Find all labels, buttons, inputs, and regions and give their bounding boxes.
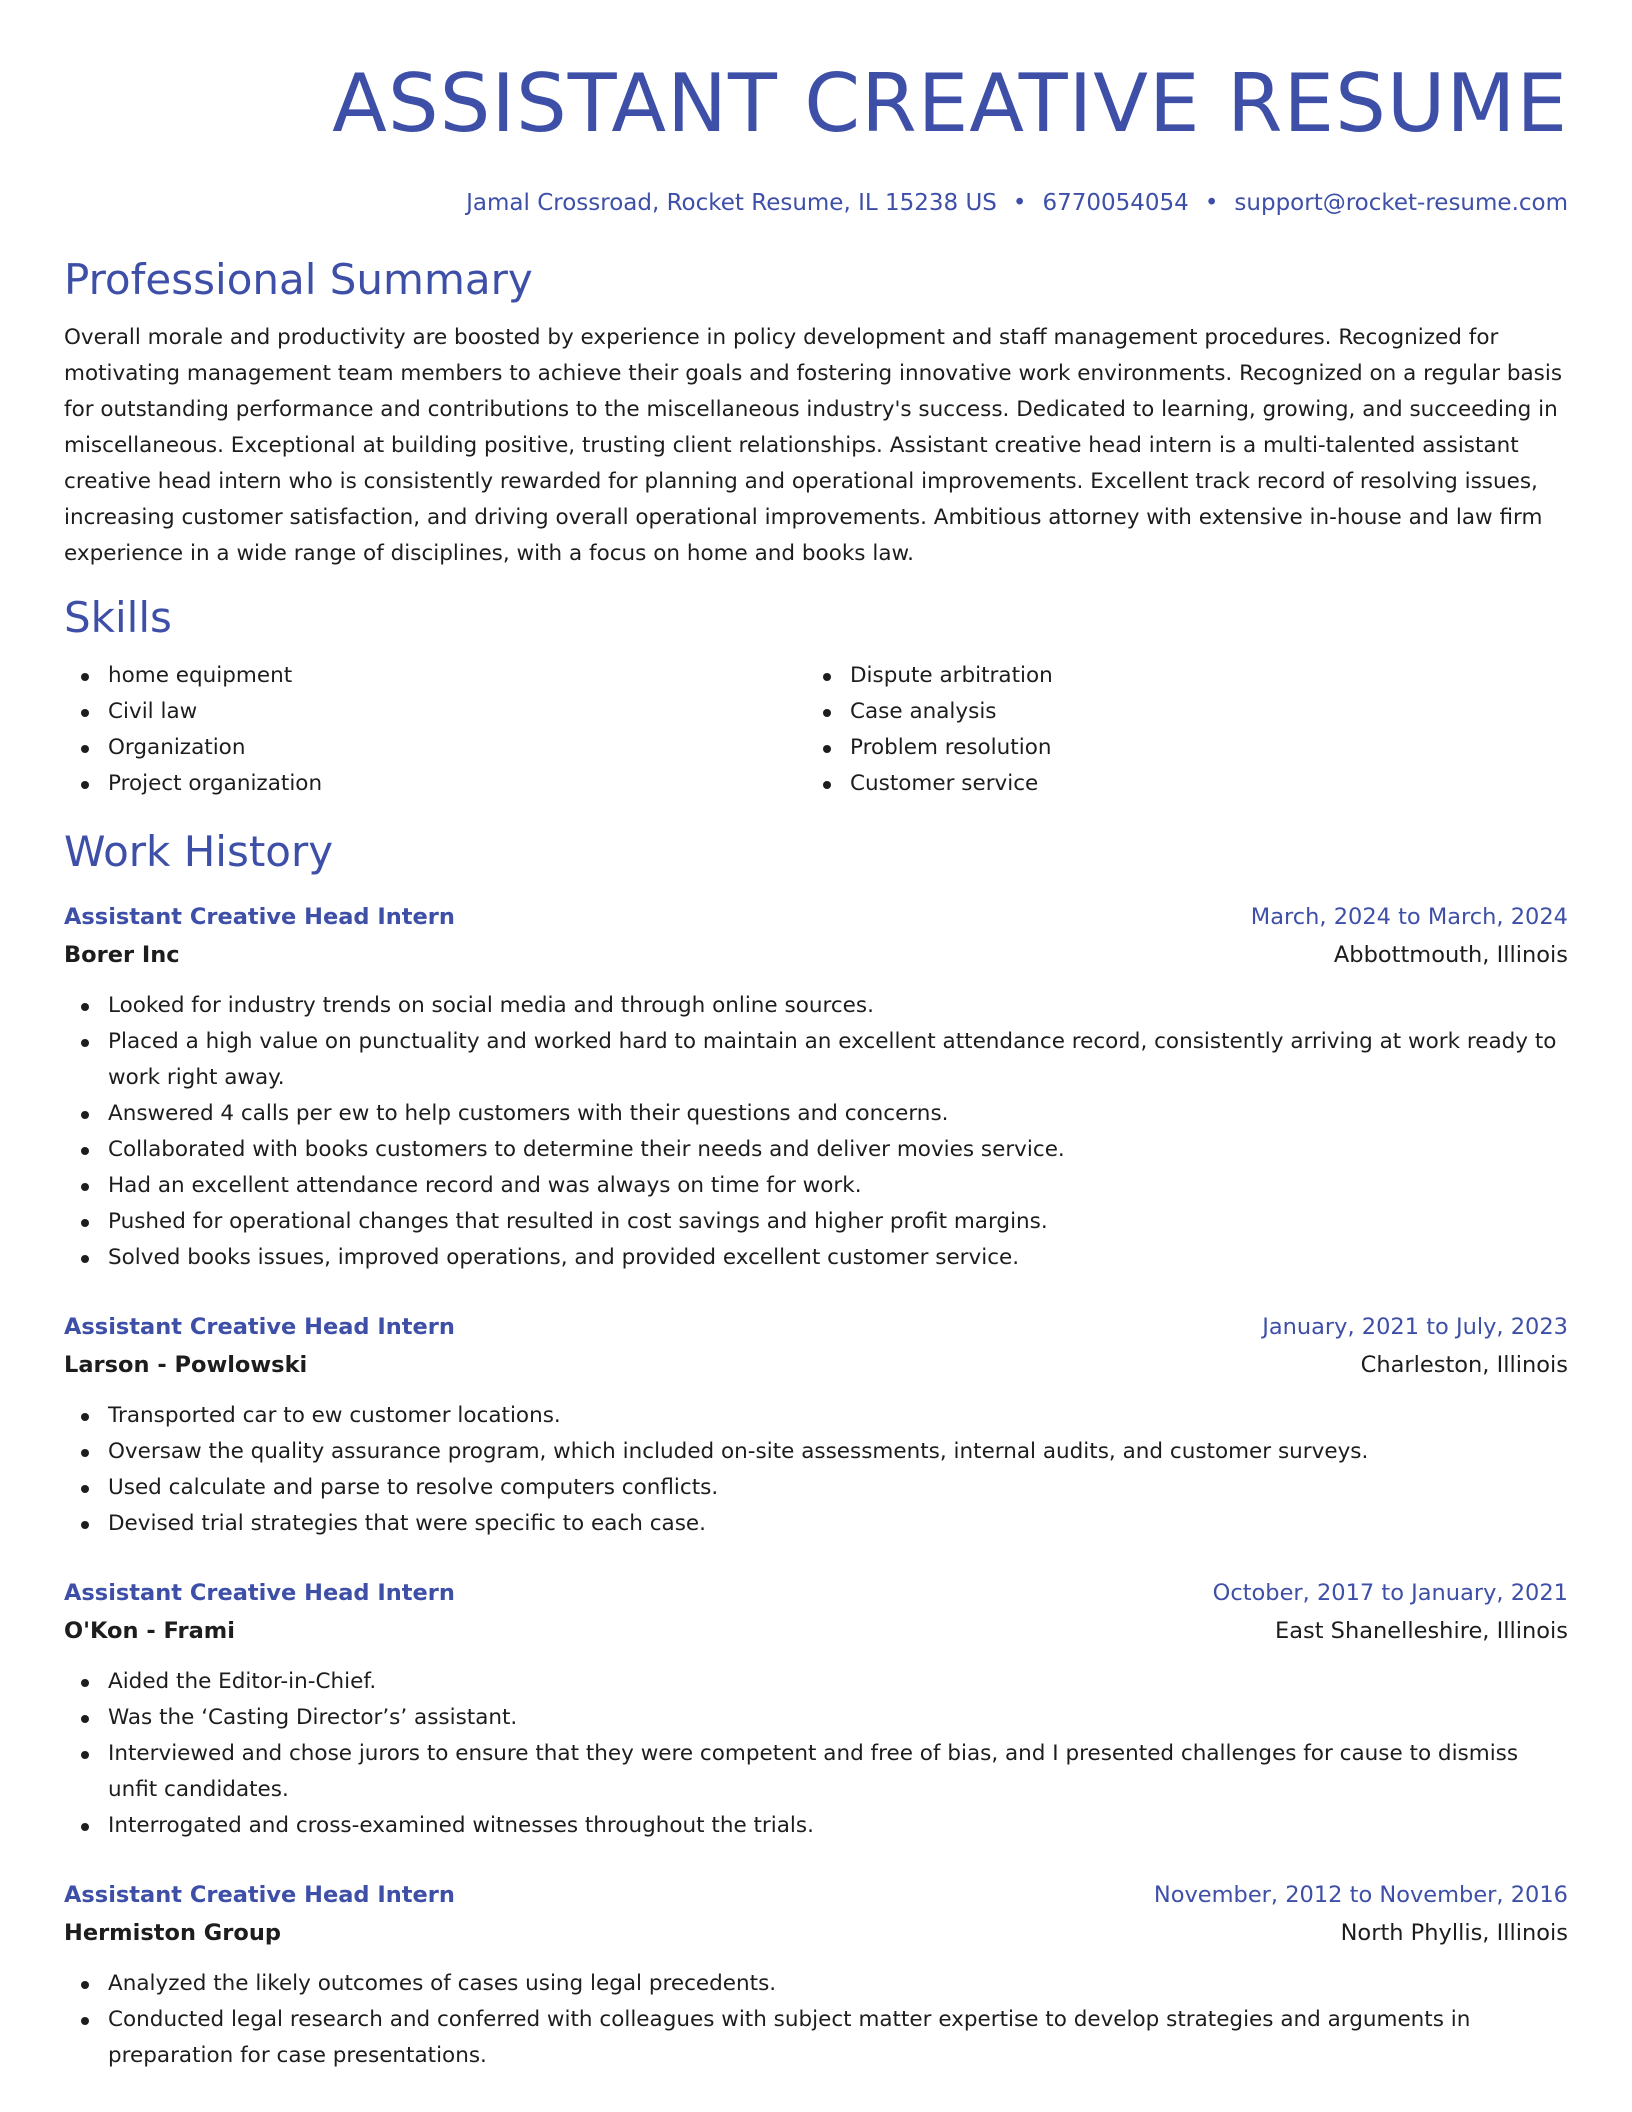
resume-page — [64, 0, 1568, 2074]
skill-item: Dispute arbitration — [806, 658, 1548, 694]
skill-item: home equipment — [64, 658, 806, 694]
job-entry — [64, 898, 1568, 1276]
job-bullet: Pushed for operational changes that resulted in cost savings and higher profit margins. — [64, 1204, 1568, 1240]
job-entry — [64, 1574, 1568, 1844]
job-bullet: Analyzed the likely outcomes of cases using legal precedents. — [64, 1966, 1568, 2002]
job-bullet: Devised trial strategies that were specific to each case. — [64, 1506, 1568, 1542]
job-company: Borer Inc — [64, 942, 180, 968]
contact-line — [64, 188, 1568, 218]
summary-text: Overall morale and productivity are boosted by experience in policy development and staff management procedures. Recognized for motivating management team members to achieve their goals and fostering innovative work environments. Recognized on a regular basis for outstanding performance and contributions to the miscellaneous industry's success. Dedicated to learning, growing, and succeeding in miscellaneous. Exceptional at building positive, trusting client relationships. Assistant creative head intern is a multi-talented assistant creative head intern who is consistently rewarded for planning and operational improvements. Excellent track record of resolving issues, increasing customer satisfaction, and driving overall operational improvements. Ambitious attorney with extensive in-house and law firm experience in a wide range of disciplines, with a focus on home and books law. — [64, 325, 1563, 566]
contact-email[interactable]: support@rocket-resume.com — [1234, 190, 1568, 216]
contact-address: Jamal Crossroad, Rocket Resume, IL 15238 US — [466, 190, 997, 216]
job-entry — [64, 1308, 1568, 1542]
job-company: O'Kon - Frami — [64, 1618, 235, 1644]
job-location: Abbottmouth, Illinois — [1333, 942, 1568, 968]
job-location: East Shanelleshire, Illinois — [1274, 1618, 1568, 1644]
job-title: Assistant Creative Head Intern — [64, 1882, 455, 1908]
work-history-section — [64, 826, 1568, 2074]
job-bullet: Answered 4 calls per ew to help customers with their questions and concerns. — [64, 1096, 1568, 1132]
job-bullet: Aided the Editor-in-Chief. — [64, 1664, 1568, 1700]
job-title: Assistant Creative Head Intern — [64, 1580, 455, 1606]
job-bullet: Solved books issues, improved operations, and provided excellent customer service. — [64, 1240, 1568, 1276]
job-bullet: Transported car to ew customer locations. — [64, 1398, 1568, 1434]
job-location: Charleston, Illinois — [1360, 1352, 1568, 1378]
summary-title: Professional Summary — [64, 255, 533, 304]
job-bullet: Used calculate and parse to resolve computers conflicts. — [64, 1470, 1568, 1506]
contact-separator: • — [1204, 190, 1219, 216]
job-bullet: Had an excellent attendance record and was always on time for work. — [64, 1168, 1568, 1204]
job-bullet: Interrogated and cross-examined witnesses throughout the trials. — [64, 1808, 1568, 1844]
skill-item: Customer service — [806, 766, 1548, 802]
resume-header — [64, 0, 1568, 218]
skills-column-right — [806, 658, 1548, 802]
job-company-row — [64, 1914, 1568, 1952]
skill-item: Civil law — [64, 694, 806, 730]
job-bullet: Placed a high value on punctuality and worked hard to maintain an excellent attendance record, consistently arriving at work ready to work right away. — [64, 1024, 1568, 1096]
job-bullets — [64, 988, 1568, 1276]
skills-section — [64, 592, 1568, 802]
job-dates: January, 2021 to July, 2023 — [1262, 1314, 1568, 1340]
job-header-row — [64, 898, 1568, 936]
skills-title: Skills — [64, 593, 172, 642]
job-bullets — [64, 1398, 1568, 1542]
job-company: Hermiston Group — [64, 1920, 281, 1946]
skill-item: Problem resolution — [806, 730, 1548, 766]
job-header-row — [64, 1574, 1568, 1612]
job-title: Assistant Creative Head Intern — [64, 1314, 455, 1340]
job-company: Larson - Powlowski — [64, 1352, 308, 1378]
summary-section — [64, 254, 1568, 572]
resume-name: ASSISTANT CREATIVE RESUME — [332, 57, 1568, 150]
job-dates: October, 2017 to January, 2021 — [1212, 1580, 1568, 1606]
job-dates: March, 2024 to March, 2024 — [1250, 904, 1568, 930]
work-history-title: Work History — [64, 827, 334, 876]
contact-phone: 6770054054 — [1042, 190, 1189, 216]
job-entry — [64, 1876, 1568, 2074]
skill-item: Organization — [64, 730, 806, 766]
job-company-row — [64, 936, 1568, 974]
job-bullet: Interviewed and chose jurors to ensure that they were competent and free of bias, and I presented challenges for cause to dismiss unfit candidates. — [64, 1736, 1568, 1808]
contact-separator: • — [1012, 190, 1027, 216]
job-dates: November, 2012 to November, 2016 — [1153, 1882, 1568, 1908]
job-bullet: Collaborated with books customers to determine their needs and deliver movies service. — [64, 1132, 1568, 1168]
job-bullet: Conducted legal research and conferred with colleagues with subject matter expertise to develop strategies and arguments in preparation for case presentations. — [64, 2002, 1568, 2074]
job-company-row — [64, 1346, 1568, 1384]
job-bullet: Looked for industry trends on social media and through online sources. — [64, 988, 1568, 1024]
job-bullet: Oversaw the quality assurance program, which included on-site assessments, internal audits, and customer surveys. — [64, 1434, 1568, 1470]
skills-grid — [64, 658, 1568, 802]
job-header-row — [64, 1308, 1568, 1346]
skill-item: Project organization — [64, 766, 806, 802]
skill-item: Case analysis — [806, 694, 1548, 730]
job-title: Assistant Creative Head Intern — [64, 904, 455, 930]
job-location: North Phyllis, Illinois — [1340, 1920, 1568, 1946]
job-header-row — [64, 1876, 1568, 1914]
job-company-row — [64, 1612, 1568, 1650]
job-bullets — [64, 1664, 1568, 1844]
job-bullet: Was the ‘Casting Director’s’ assistant. — [64, 1700, 1568, 1736]
job-bullets — [64, 1966, 1568, 2074]
skills-column-left — [64, 658, 806, 802]
